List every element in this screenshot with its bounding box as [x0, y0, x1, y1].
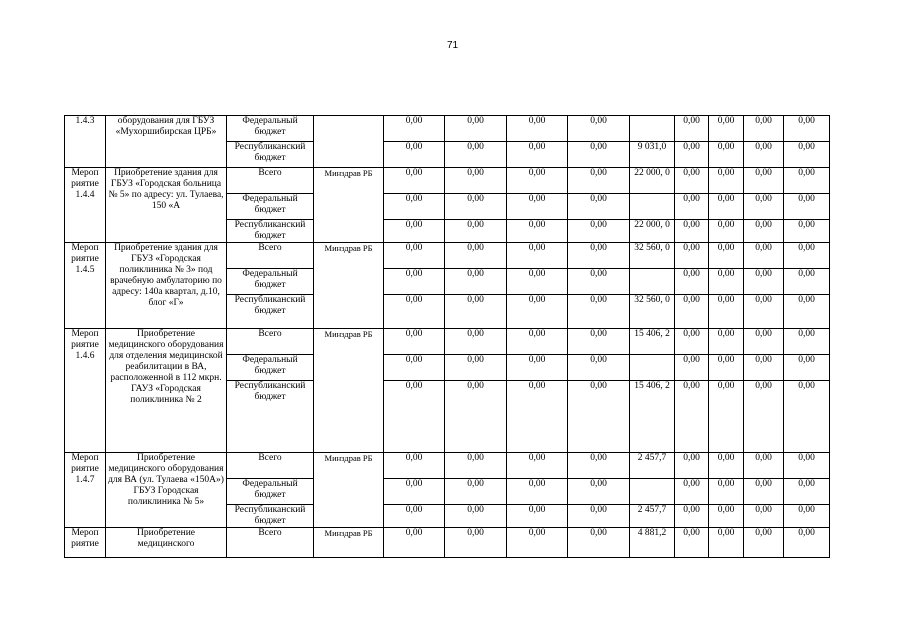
- value-cell: 0,00: [507, 329, 568, 355]
- value-cell: 0,00: [675, 381, 709, 453]
- value-cell: 0,00: [709, 295, 744, 329]
- value-cell: 0,00: [445, 116, 507, 142]
- measure-name: оборудования для ГБУЗ «Мухоршибирская ЦРБ»: [106, 116, 227, 168]
- value-cell: 0,00: [784, 142, 830, 168]
- measure-code: 1.4.3: [65, 116, 106, 168]
- value-cell: 0,00: [384, 355, 445, 381]
- value-cell: 0,00: [784, 194, 830, 220]
- value-cell: 4 881,2: [630, 528, 675, 558]
- value-cell: 0,00: [784, 220, 830, 243]
- value-cell: 0,00: [709, 220, 744, 243]
- value-cell: 0,00: [568, 295, 630, 329]
- executor: Минздрав РБ: [314, 528, 384, 558]
- value-cell: 0,00: [675, 528, 709, 558]
- page-number: 71: [446, 40, 459, 51]
- value-cell: 0,00: [568, 194, 630, 220]
- value-cell: 0,00: [507, 528, 568, 558]
- value-cell: 0,00: [709, 329, 744, 355]
- value-cell: 0,00: [784, 505, 830, 528]
- value-cell: 0,00: [784, 479, 830, 505]
- measure-name: Приобретение здания для ГБУЗ «Городская поликлиника № 3» под врачебную амбулаторию по адресу: 140а квартал, д.10, блог «Г»: [106, 243, 227, 329]
- value-cell: 0,00: [568, 220, 630, 243]
- funding-source: Федеральный бюджет: [227, 269, 314, 295]
- value-cell: 2 457,7: [630, 505, 675, 528]
- measure-code: Мероп риятие 1.4.6: [65, 329, 106, 453]
- value-cell: 0,00: [384, 269, 445, 295]
- value-cell: 0,00: [784, 453, 830, 479]
- value-cell: 0,00: [784, 243, 830, 269]
- funding-source: Всего: [227, 168, 314, 194]
- value-cell: 0,00: [784, 355, 830, 381]
- value-cell: 0,00: [445, 505, 507, 528]
- value-cell: 0,00: [568, 329, 630, 355]
- value-cell: 0,00: [784, 116, 830, 142]
- value-cell: 0,00: [507, 194, 568, 220]
- value-cell: 0,00: [445, 243, 507, 269]
- value-cell: [630, 116, 675, 142]
- value-cell: [630, 479, 675, 505]
- value-cell: 9 031,0: [630, 142, 675, 168]
- value-cell: 0,00: [507, 116, 568, 142]
- executor: [314, 116, 384, 168]
- executor: Минздрав РБ: [314, 243, 384, 329]
- funding-source: Республиканский бюджет: [227, 505, 314, 528]
- value-cell: 0,00: [384, 295, 445, 329]
- funding-source: Всего: [227, 528, 314, 558]
- value-cell: 0,00: [507, 269, 568, 295]
- value-cell: 0,00: [384, 194, 445, 220]
- measure-name: Приобретение медицинского оборудования для отделения медицинской реабилитации в ВА, расположенной в 112 мкрн. ГАУЗ «Городская поликлиника № 2: [106, 329, 227, 453]
- table-row: [65, 116, 830, 142]
- value-cell: 0,00: [784, 168, 830, 194]
- value-cell: 0,00: [744, 453, 784, 479]
- table-row: [65, 329, 830, 355]
- value-cell: 0,00: [744, 116, 784, 142]
- table-row: [65, 453, 830, 479]
- value-cell: 0,00: [384, 116, 445, 142]
- value-cell: 0,00: [709, 142, 744, 168]
- value-cell: 22 000, 0: [630, 168, 675, 194]
- funding-source: Всего: [227, 453, 314, 479]
- value-cell: 0,00: [384, 220, 445, 243]
- value-cell: 0,00: [507, 220, 568, 243]
- value-cell: 0,00: [744, 479, 784, 505]
- value-cell: 0,00: [709, 505, 744, 528]
- value-cell: 0,00: [709, 479, 744, 505]
- value-cell: 0,00: [675, 505, 709, 528]
- value-cell: 32 560, 0: [630, 243, 675, 269]
- value-cell: 0,00: [384, 168, 445, 194]
- value-cell: 0,00: [675, 329, 709, 355]
- value-cell: 0,00: [744, 243, 784, 269]
- value-cell: 0,00: [384, 505, 445, 528]
- value-cell: 0,00: [744, 220, 784, 243]
- value-cell: 0,00: [744, 194, 784, 220]
- value-cell: 0,00: [445, 295, 507, 329]
- measure-name: Приобретение медицинского оборудования для ВА (ул. Тулаева «150А») ГБУЗ Городская поликлиника № 5»: [106, 453, 227, 528]
- table-row: [65, 528, 830, 558]
- value-cell: 0,00: [709, 168, 744, 194]
- value-cell: 0,00: [384, 329, 445, 355]
- value-cell: 0,00: [709, 381, 744, 453]
- value-cell: 0,00: [709, 269, 744, 295]
- value-cell: 0,00: [445, 528, 507, 558]
- funding-source: Федеральный бюджет: [227, 116, 314, 142]
- value-cell: 0,00: [507, 381, 568, 453]
- executor: Минздрав РБ: [314, 453, 384, 528]
- value-cell: 0,00: [568, 479, 630, 505]
- value-cell: 0,00: [507, 479, 568, 505]
- value-cell: 2 457,7: [630, 453, 675, 479]
- value-cell: 0,00: [675, 295, 709, 329]
- value-cell: 32 560, 0: [630, 295, 675, 329]
- value-cell: 0,00: [675, 194, 709, 220]
- funding-source: Федеральный бюджет: [227, 355, 314, 381]
- value-cell: 0,00: [384, 528, 445, 558]
- funding-source: Всего: [227, 243, 314, 269]
- value-cell: 0,00: [445, 220, 507, 243]
- value-cell: [630, 355, 675, 381]
- table-row: [65, 168, 830, 194]
- value-cell: 0,00: [445, 142, 507, 168]
- value-cell: 0,00: [744, 355, 784, 381]
- table-row: [65, 243, 830, 269]
- value-cell: 0,00: [675, 243, 709, 269]
- value-cell: 0,00: [675, 116, 709, 142]
- value-cell: 0,00: [445, 453, 507, 479]
- value-cell: 0,00: [744, 168, 784, 194]
- value-cell: 0,00: [445, 381, 507, 453]
- value-cell: 0,00: [709, 453, 744, 479]
- funding-source: Федеральный бюджет: [227, 194, 314, 220]
- value-cell: 0,00: [445, 479, 507, 505]
- value-cell: 0,00: [675, 355, 709, 381]
- value-cell: 0,00: [744, 142, 784, 168]
- funding-source: Республиканский бюджет: [227, 295, 314, 329]
- value-cell: 0,00: [675, 168, 709, 194]
- value-cell: 0,00: [675, 269, 709, 295]
- value-cell: 15 406, 2: [630, 381, 675, 453]
- value-cell: 0,00: [507, 168, 568, 194]
- value-cell: 0,00: [507, 453, 568, 479]
- value-cell: 0,00: [384, 479, 445, 505]
- value-cell: 0,00: [744, 505, 784, 528]
- value-cell: 0,00: [384, 381, 445, 453]
- value-cell: 0,00: [507, 505, 568, 528]
- value-cell: 0,00: [784, 269, 830, 295]
- value-cell: 0,00: [507, 355, 568, 381]
- measure-name: Приобретение медицинского: [106, 528, 227, 558]
- value-cell: 0,00: [675, 220, 709, 243]
- value-cell: 0,00: [568, 505, 630, 528]
- value-cell: 0,00: [675, 142, 709, 168]
- value-cell: 0,00: [384, 142, 445, 168]
- value-cell: 0,00: [568, 269, 630, 295]
- value-cell: 0,00: [709, 528, 744, 558]
- value-cell: 0,00: [568, 142, 630, 168]
- value-cell: 0,00: [445, 329, 507, 355]
- measure-code: Мероп риятие 1.4.7: [65, 453, 106, 528]
- value-cell: 0,00: [784, 528, 830, 558]
- measure-name: Приобретение здания для ГБУЗ «Городская больница № 5» по адресу: ул. Тулаева, 150 «А: [106, 168, 227, 243]
- value-cell: 0,00: [709, 116, 744, 142]
- measure-code: Мероп риятие 1.4.4: [65, 168, 106, 243]
- value-cell: 0,00: [445, 194, 507, 220]
- value-cell: 0,00: [568, 453, 630, 479]
- funding-source: Республиканский бюджет: [227, 220, 314, 243]
- budget-table: [64, 115, 830, 558]
- funding-source: Республиканский бюджет: [227, 381, 314, 453]
- value-cell: 0,00: [709, 243, 744, 269]
- value-cell: 0,00: [445, 168, 507, 194]
- value-cell: [630, 269, 675, 295]
- value-cell: 0,00: [507, 142, 568, 168]
- value-cell: 0,00: [384, 243, 445, 269]
- value-cell: 0,00: [445, 355, 507, 381]
- value-cell: 0,00: [675, 453, 709, 479]
- value-cell: 0,00: [744, 381, 784, 453]
- value-cell: 15 406, 2: [630, 329, 675, 355]
- value-cell: 0,00: [784, 295, 830, 329]
- value-cell: 0,00: [507, 243, 568, 269]
- value-cell: [630, 194, 675, 220]
- executor: Минздрав РБ: [314, 329, 384, 453]
- funding-source: Федеральный бюджет: [227, 479, 314, 505]
- value-cell: 0,00: [445, 269, 507, 295]
- value-cell: 0,00: [568, 381, 630, 453]
- funding-source: Всего: [227, 329, 314, 355]
- value-cell: 0,00: [744, 269, 784, 295]
- value-cell: 0,00: [709, 355, 744, 381]
- value-cell: 0,00: [384, 453, 445, 479]
- value-cell: 0,00: [675, 479, 709, 505]
- value-cell: 0,00: [568, 116, 630, 142]
- executor: Минздрав РБ: [314, 168, 384, 243]
- value-cell: 0,00: [744, 295, 784, 329]
- measure-code: Мероп риятие 1.4.5: [65, 243, 106, 329]
- value-cell: 0,00: [568, 168, 630, 194]
- value-cell: 0,00: [568, 528, 630, 558]
- funding-source: Республиканский бюджет: [227, 142, 314, 168]
- value-cell: 0,00: [744, 528, 784, 558]
- value-cell: 0,00: [744, 329, 784, 355]
- value-cell: 0,00: [709, 194, 744, 220]
- measure-code: Мероп риятие: [65, 528, 106, 558]
- value-cell: 22 000, 0: [630, 220, 675, 243]
- value-cell: 0,00: [784, 381, 830, 453]
- value-cell: 0,00: [507, 295, 568, 329]
- value-cell: 0,00: [784, 329, 830, 355]
- value-cell: 0,00: [568, 355, 630, 381]
- value-cell: 0,00: [568, 243, 630, 269]
